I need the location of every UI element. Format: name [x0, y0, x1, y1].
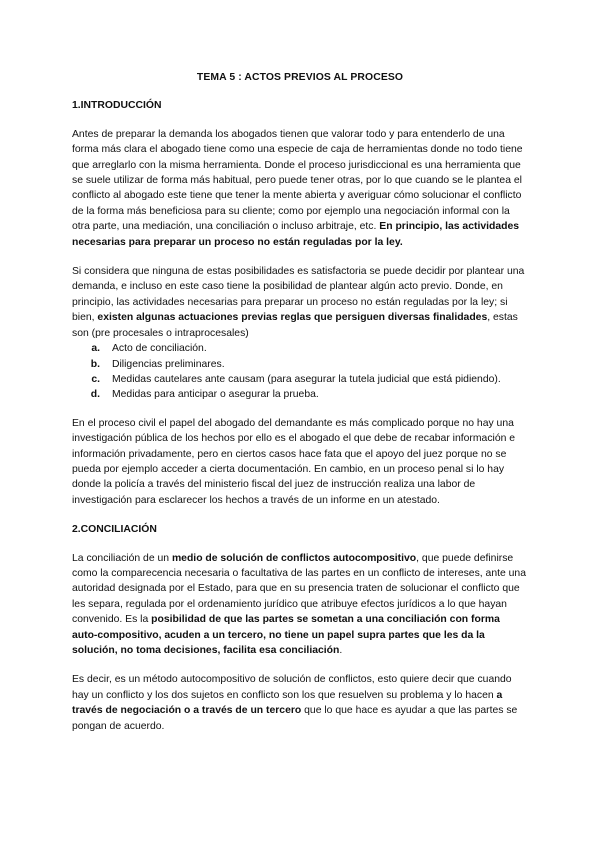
- intro-p1-text: Antes de preparar la demanda los abogados tienen que valorar todo y para entenderlo de una forma más clara el abogado tiene como una especie de caja de herramientas donde no todo tiene que arreglarlo con la misma herramienta. Donde el proceso jurisdiccional es una herramienta que se suele utilizar de forma más habitual, pero puede tener otras, por lo que cuando se le plantea el conflicto al abogado este tiene que tener la mente abierta y averiguar cómo solucionar el conflicto de la forma más beneficiosa para su cliente; como por ejemplo una negociación informal con la otra parte, una mediación, una conciliación o incluso arbitraje, etc.: [72, 128, 523, 233]
- list-item-text: Medidas cautelares ante causam (para asegurar la tutela judicial que está pidiendo).: [112, 373, 501, 385]
- intro-p2-bold: existen algunas actuaciones previas reglas que persiguen diversas finalidades: [97, 312, 488, 324]
- list-item: [72, 372, 528, 387]
- list-marker: d.: [90, 389, 100, 401]
- list-item: [72, 387, 528, 402]
- list-item: [72, 357, 528, 372]
- section-heading-introduccion: 1.INTRODUCCIÓN: [72, 100, 162, 112]
- conc-p1-bold-2: posibilidad de que las partes se sometan a una conciliación con forma auto-compositivo, acuden a un tercero, no tiene un papel supra partes que les da la solución, no toma decisiones, facilita esa conciliación: [72, 614, 500, 656]
- document-title: TEMA 5 : ACTOS PREVIOS AL PROCESO: [196, 72, 404, 83]
- list-marker: c.: [91, 373, 100, 385]
- intro-p2-text: Si considera que ninguna de estas posibilidades es satisfactoria se puede decidir por plantear una demanda, e incluso en este caso tiene la posibilidad de plantear algún acto previo. Donde, en principio, las actividades necesarias para preparar un proceso no están reguladas por la ley; si bien,: [72, 266, 525, 324]
- list-marker: a.: [91, 343, 100, 355]
- list-item-text: Medidas para anticipar o asegurar la prueba.: [112, 389, 319, 401]
- list-marker: b.: [90, 358, 100, 370]
- intro-paragraph-1: [72, 127, 528, 250]
- conc-p1-a: La conciliación de un: [72, 552, 172, 564]
- conc-p2-a: Es decir, es un método autocompositivo de solución de conflictos, esto quiere decir que cuando hay un conflicto y los dos sujetos en conflicto son los que resuelven su problema y lo hacen: [72, 674, 512, 701]
- conc-p2-c: que lo que hace es ayudar a que las partes se pongan de acuerdo.: [72, 705, 518, 732]
- list-item-text: Acto de conciliación.: [112, 343, 207, 355]
- section-heading-conciliacion: 2.CONCILIACIÓN: [72, 524, 157, 536]
- conciliacion-paragraph-1: [72, 551, 528, 659]
- intro-p1-bold: En principio, las actividades necesarias para preparar un proceso no están reguladas por la ley.: [72, 221, 520, 248]
- intro-p2-end: , estas son (pre procesales o intraprocesales): [72, 312, 518, 339]
- list-item-text: Diligencias preliminares.: [112, 358, 225, 370]
- conc-p1-end: .: [339, 645, 343, 656]
- conciliacion-paragraph-2: [72, 672, 528, 734]
- conc-p1-c: , que puede definirse como la comparecencia necesaria o facultativa de las partes en un conflicto de intereses, ante una autoridad designada por el Estado, para que en su presencia traten de solucionar el conflicto que les separa, regulada por el ordenamiento jurídico que atribuye efectos jurídicos a lo que hayan convenido. Es la: [72, 552, 526, 626]
- conc-p1-bold-1: medio de solución de conflictos autocompositivo: [171, 552, 417, 564]
- conc-p2-bold: a través de negociación o a través de un tercero: [72, 689, 503, 717]
- preliminary-acts-list: [72, 341, 528, 403]
- intro-paragraph-3: En el proceso civil el papel del abogado del demandante es más complicado porque no hay una investigación pública de los hechos por ello es el abogado el que debe de recabar información e información privadamente, pero en ciertos casos hace fata que el apoyo del juez porque no se pueda por ejemplo acceder a cierta documentación. En cambio, en un proceso penal si lo hay donde la policía a través del ministerio fiscal del juez de instrucción realiza una labor de investigación para esclarecer los hechos a través de un informe en un atestado.: [72, 417, 516, 506]
- list-item: [72, 341, 528, 356]
- intro-paragraph-2: [72, 264, 528, 341]
